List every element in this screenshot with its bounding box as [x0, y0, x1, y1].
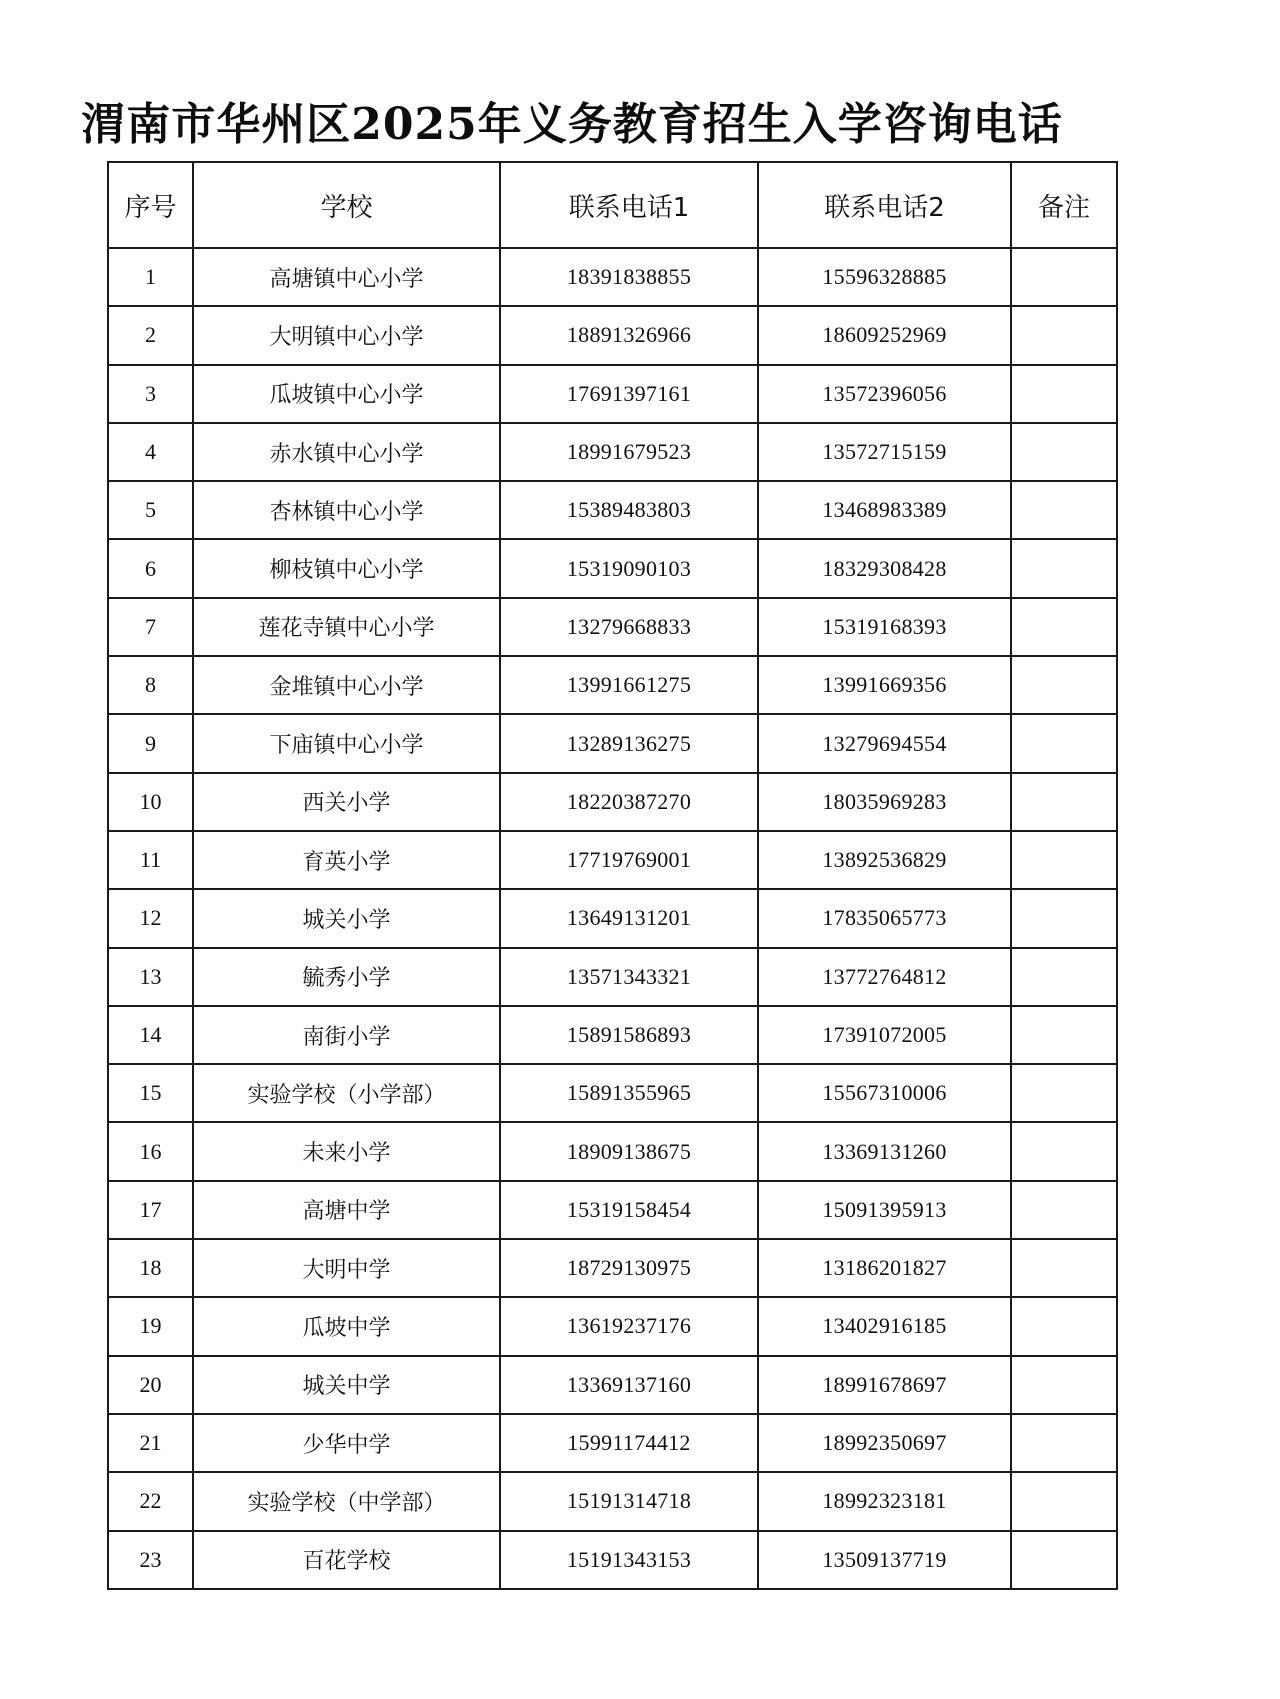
cell-notes	[1011, 1414, 1117, 1472]
cell-phone2: 18329308428	[758, 539, 1011, 597]
cell-seq: 4	[108, 423, 193, 481]
cell-phone2: 13572715159	[758, 423, 1011, 481]
cell-seq: 20	[108, 1356, 193, 1414]
cell-phone1: 13991661275	[500, 656, 758, 714]
table-row	[108, 1064, 1117, 1122]
cell-phone1: 18909138675	[500, 1122, 758, 1180]
cell-phone2: 18992323181	[758, 1472, 1011, 1530]
table-row	[108, 423, 1117, 481]
cell-school: 实验学校（小学部）	[193, 1064, 500, 1122]
table-row	[108, 1297, 1117, 1355]
cell-school: 未来小学	[193, 1122, 500, 1180]
table-header-row	[108, 162, 1117, 248]
cell-phone2: 13991669356	[758, 656, 1011, 714]
table-row	[108, 1006, 1117, 1064]
table-row	[108, 1239, 1117, 1297]
cell-phone2: 18992350697	[758, 1414, 1011, 1472]
cell-seq: 18	[108, 1239, 193, 1297]
cell-phone1: 17719769001	[500, 831, 758, 889]
cell-notes	[1011, 423, 1117, 481]
cell-notes	[1011, 1531, 1117, 1589]
cell-school: 大明中学	[193, 1239, 500, 1297]
table-row	[108, 481, 1117, 539]
cell-school: 赤水镇中心小学	[193, 423, 500, 481]
cell-phone2: 18991678697	[758, 1356, 1011, 1414]
table-row	[108, 948, 1117, 1006]
cell-notes	[1011, 1472, 1117, 1530]
cell-seq: 23	[108, 1531, 193, 1589]
cell-seq: 21	[108, 1414, 193, 1472]
cell-school: 南街小学	[193, 1006, 500, 1064]
cell-phone2: 15091395913	[758, 1181, 1011, 1239]
cell-school: 高塘镇中心小学	[193, 248, 500, 306]
cell-school: 百花学校	[193, 1531, 500, 1589]
cell-school: 杏林镇中心小学	[193, 481, 500, 539]
cell-school: 城关中学	[193, 1356, 500, 1414]
cell-seq: 17	[108, 1181, 193, 1239]
cell-phone2: 13468983389	[758, 481, 1011, 539]
cell-notes	[1011, 598, 1117, 656]
cell-seq: 10	[108, 773, 193, 831]
cell-seq: 11	[108, 831, 193, 889]
table-row	[108, 306, 1117, 364]
cell-school: 柳枝镇中心小学	[193, 539, 500, 597]
cell-phone1: 15891355965	[500, 1064, 758, 1122]
cell-notes	[1011, 714, 1117, 772]
table-row	[108, 1356, 1117, 1414]
cell-school: 少华中学	[193, 1414, 500, 1472]
cell-notes	[1011, 306, 1117, 364]
cell-seq: 3	[108, 365, 193, 423]
cell-phone2: 13509137719	[758, 1531, 1011, 1589]
cell-notes	[1011, 831, 1117, 889]
cell-notes	[1011, 539, 1117, 597]
cell-school: 瓜坡中学	[193, 1297, 500, 1355]
cell-seq: 2	[108, 306, 193, 364]
cell-phone1: 15991174412	[500, 1414, 758, 1472]
cell-seq: 14	[108, 1006, 193, 1064]
cell-seq: 22	[108, 1472, 193, 1530]
header-notes: 备注	[1011, 162, 1117, 248]
cell-phone1: 15319090103	[500, 539, 758, 597]
cell-phone2: 17391072005	[758, 1006, 1011, 1064]
cell-seq: 7	[108, 598, 193, 656]
cell-phone1: 13649131201	[500, 889, 758, 947]
cell-notes	[1011, 948, 1117, 1006]
table-row	[108, 539, 1117, 597]
cell-notes	[1011, 365, 1117, 423]
cell-notes	[1011, 1297, 1117, 1355]
table-row	[108, 889, 1117, 947]
cell-phone2: 13186201827	[758, 1239, 1011, 1297]
table-row	[108, 598, 1117, 656]
cell-phone1: 18391838855	[500, 248, 758, 306]
cell-phone1: 13289136275	[500, 714, 758, 772]
table-row	[108, 365, 1117, 423]
cell-seq: 9	[108, 714, 193, 772]
cell-phone2: 13402916185	[758, 1297, 1011, 1355]
header-phone2: 联系电话2	[758, 162, 1011, 248]
cell-phone1: 15319158454	[500, 1181, 758, 1239]
table-row	[108, 831, 1117, 889]
cell-school: 金堆镇中心小学	[193, 656, 500, 714]
table-row	[108, 1181, 1117, 1239]
table-row	[108, 656, 1117, 714]
table-row	[108, 1122, 1117, 1180]
cell-notes	[1011, 656, 1117, 714]
contact-table	[107, 161, 1118, 1590]
cell-phone2: 18609252969	[758, 306, 1011, 364]
header-phone1: 联系电话1	[500, 162, 758, 248]
cell-seq: 15	[108, 1064, 193, 1122]
cell-phone2: 13892536829	[758, 831, 1011, 889]
cell-seq: 12	[108, 889, 193, 947]
cell-phone2: 18035969283	[758, 773, 1011, 831]
cell-notes	[1011, 1356, 1117, 1414]
cell-notes	[1011, 481, 1117, 539]
cell-school: 下庙镇中心小学	[193, 714, 500, 772]
table-row	[108, 1531, 1117, 1589]
cell-notes	[1011, 889, 1117, 947]
cell-notes	[1011, 773, 1117, 831]
cell-phone1: 13619237176	[500, 1297, 758, 1355]
cell-school: 莲花寺镇中心小学	[193, 598, 500, 656]
cell-seq: 13	[108, 948, 193, 1006]
table-row	[108, 714, 1117, 772]
cell-notes	[1011, 1239, 1117, 1297]
cell-seq: 5	[108, 481, 193, 539]
cell-notes	[1011, 1122, 1117, 1180]
cell-notes	[1011, 1064, 1117, 1122]
cell-seq: 19	[108, 1297, 193, 1355]
cell-seq: 16	[108, 1122, 193, 1180]
cell-school: 高塘中学	[193, 1181, 500, 1239]
cell-school: 毓秀小学	[193, 948, 500, 1006]
cell-notes	[1011, 1006, 1117, 1064]
cell-phone1: 17691397161	[500, 365, 758, 423]
cell-phone1: 15191314718	[500, 1472, 758, 1530]
cell-school: 育英小学	[193, 831, 500, 889]
cell-school: 城关小学	[193, 889, 500, 947]
cell-notes	[1011, 248, 1117, 306]
cell-seq: 1	[108, 248, 193, 306]
cell-seq: 8	[108, 656, 193, 714]
cell-phone1: 15191343153	[500, 1531, 758, 1589]
cell-phone1: 18991679523	[500, 423, 758, 481]
cell-phone2: 13572396056	[758, 365, 1011, 423]
cell-school: 西关小学	[193, 773, 500, 831]
header-school: 学校	[193, 162, 500, 248]
cell-phone1: 15891586893	[500, 1006, 758, 1064]
cell-phone2: 17835065773	[758, 889, 1011, 947]
cell-phone1: 18729130975	[500, 1239, 758, 1297]
table-row	[108, 773, 1117, 831]
cell-phone1: 18220387270	[500, 773, 758, 831]
cell-phone2: 13369131260	[758, 1122, 1011, 1180]
cell-seq: 6	[108, 539, 193, 597]
table-row	[108, 1414, 1117, 1472]
cell-phone1: 13279668833	[500, 598, 758, 656]
cell-phone2: 13279694554	[758, 714, 1011, 772]
table-row	[108, 1472, 1117, 1530]
cell-phone2: 13772764812	[758, 948, 1011, 1006]
cell-phone2: 15567310006	[758, 1064, 1011, 1122]
cell-school: 大明镇中心小学	[193, 306, 500, 364]
cell-phone1: 13369137160	[500, 1356, 758, 1414]
cell-phone1: 13571343321	[500, 948, 758, 1006]
cell-school: 瓜坡镇中心小学	[193, 365, 500, 423]
cell-notes	[1011, 1181, 1117, 1239]
table-row	[108, 248, 1117, 306]
cell-phone1: 15389483803	[500, 481, 758, 539]
document-title: 渭南市华州区2025年义务教育招生入学咨询电话	[81, 99, 1063, 150]
header-seq: 序号	[108, 162, 193, 248]
cell-phone2: 15319168393	[758, 598, 1011, 656]
cell-school: 实验学校（中学部）	[193, 1472, 500, 1530]
cell-phone1: 18891326966	[500, 306, 758, 364]
cell-phone2: 15596328885	[758, 248, 1011, 306]
